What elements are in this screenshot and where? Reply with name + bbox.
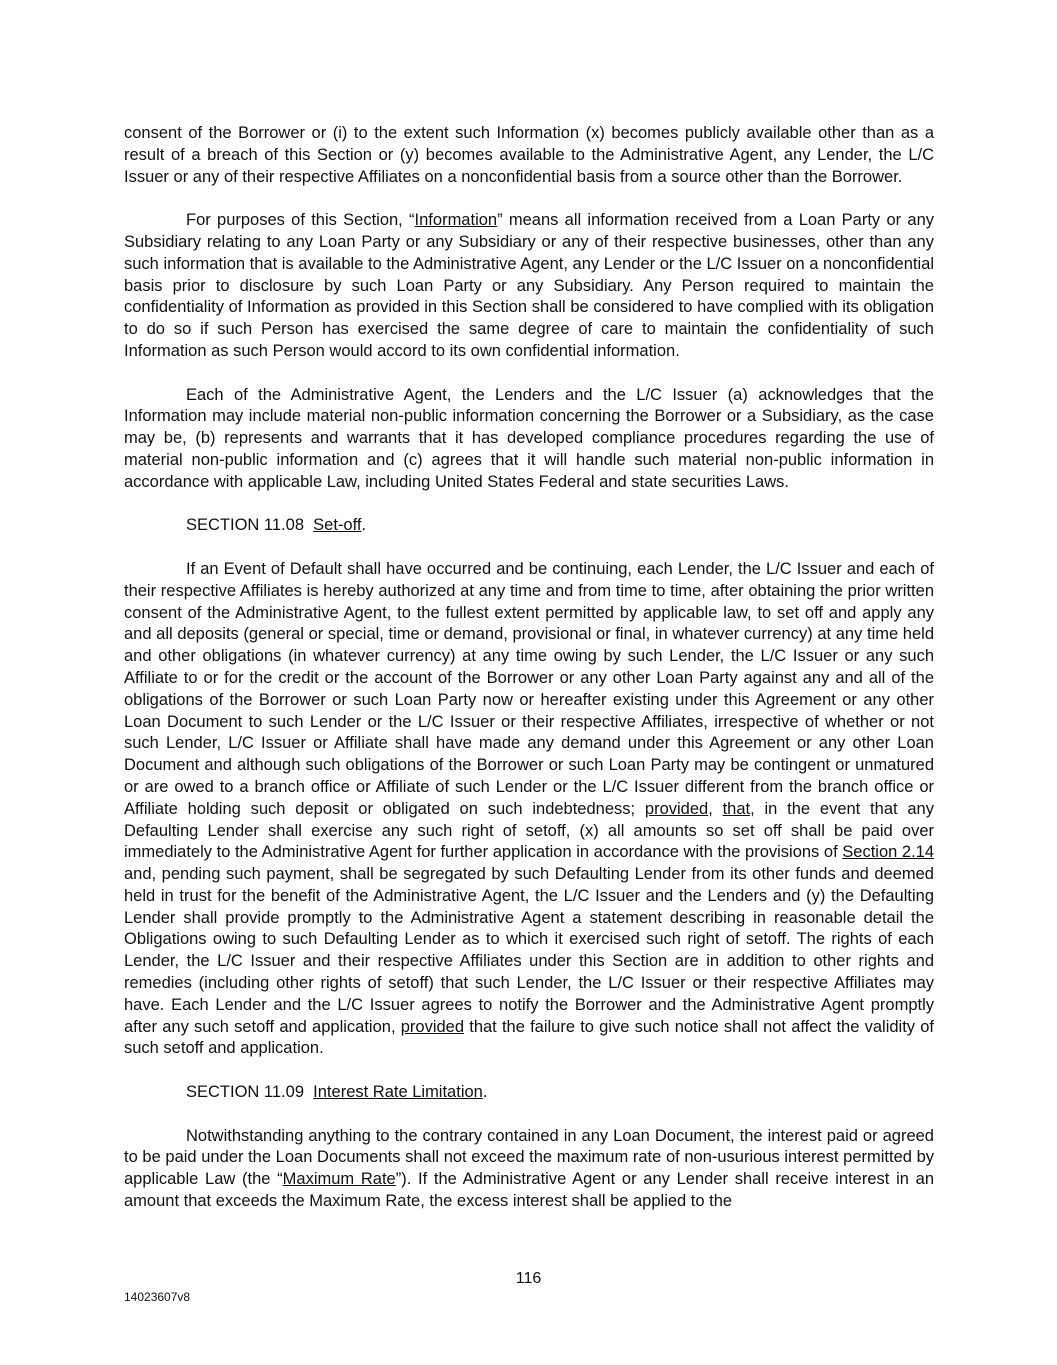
section-11-08-heading: [124, 515, 934, 537]
section-number: SECTION 11.08: [186, 516, 304, 535]
section-title-interest-rate-limitation: Interest Rate Limitation: [313, 1083, 483, 1102]
text-segment: and, pending such payment, shall be segregated by such Defaulting Lender from its other funds and deemed held in trust for the benefit of the Administrative Agent, the L/C Issuer and the Lenders and (y) the Defaulting Lender shall provide promptly to the Administrative Agent a statement describing in reasonable detail the Obligations owing to such Defaulting Lender as to which it exercised such right of setoff. The rights of each Lender, the L/C Issuer and their respective Affiliates under this Section are in addition to other rights and remedies (including other rights of setoff) that such Lender, the L/C Issuer or their respective Affiliates may have. Each Lender and the L/C Issuer agrees to notify the Borrower and the Administrative Agent promptly after any such setoff and application,: [124, 865, 934, 1036]
term-that: that: [722, 799, 751, 818]
section-2-14-reference: Section 2.14: [842, 843, 935, 862]
paragraph-confidentiality-exceptions: consent of the Borrower or (i) to the extent such Information (x) becomes publicly available other than as a result of a breach of this Section or (y) becomes available to the Administrative Agent, any Lender, the L/C Issuer or any of their respective Affiliates on a nonconfidential basis from a source other than the Borrower.: [124, 124, 934, 186]
page-number: 116: [515, 1270, 542, 1287]
paragraph-information-definition: [124, 210, 934, 363]
term-provided: provided: [644, 799, 709, 818]
section-number: SECTION 11.09: [186, 1083, 304, 1102]
text-segment: Notwithstanding anything to the contrary contained in any Loan Document, the interest paid or agreed to be paid under the Loan Documents shall not exceed the maximum rate of non-usurious interest permitted by applicable Law (the “: [124, 1126, 934, 1189]
section-11-09-heading: [124, 1082, 934, 1104]
section-title-set-off: Set-off: [313, 516, 362, 535]
defined-term-maximum-rate: Maximum Rate: [282, 1170, 396, 1189]
text-segment: , in the event that any Defaulting Lender shall exercise any such right of setoff, (x) all amounts so set off shall be paid over immediately to the Administrative Agent for further application in accordance with the provisions of: [124, 799, 934, 862]
section-title-period: .: [361, 516, 367, 535]
defined-term-information: Information: [414, 211, 498, 230]
document-id: 14023607v8: [124, 1290, 191, 1304]
text-segment: If an Event of Default shall have occurred and be continuing, each Lender, the L/C Issuer and each of their respective Affiliates is hereby authorized at any time and from time to time, after obtaining the prior written consent of the Administrative Agent, to the fullest extent permitted by applicable law, to set off and apply any and all deposits (general or special, time or demand, provisional or final, in whatever currency) at any time held and other obligations (in whatever currency) at any time owing by such Lender, the L/C Issuer or any such Affiliate to or for the credit or the account of the Borrower or any other Loan Party against any and all of the obligations of the Borrower or such Loan Party now or hereafter existing under this Agreement or any other Loan Document to such Lender or the L/C Issuer or their respective Affiliates, irrespective of whether or not such Lender, L/C Issuer or Affiliate shall have made any demand under this Agreement or any other Loan Document and although such obligations of the Borrower or such Loan Party may be contingent or unmatured or are owed to a branch office or Affiliate of such Lender or the L/C Issuer different from the branch office or Affiliate holding such deposit or obligated on such indebtedness;: [124, 559, 934, 818]
text-segment: that the failure to give such notice shall not affect the validity of such setoff and application.: [124, 1017, 934, 1058]
section-title-period: .: [482, 1083, 488, 1102]
document-page: [124, 123, 934, 1235]
term-provided: provided: [400, 1017, 465, 1036]
text-segment: For purposes of this Section, “: [186, 211, 415, 230]
text-segment: ” means all information received from a Loan Party or any Subsidiary relating to any Loan Party or any Subsidiary or any of their respective businesses, other than any such information that is available to the Administrative Agent, any Lender or the L/C Issuer on a nonconfidential basis prior to disclosure by such Loan Party or any Subsidiary. Any Person required to maintain the confidentiality of Information as provided in this Section shall be considered to have complied with its obligation to do so if such Person has exercised the same degree of care to maintain the confidentiality of such Information as such Person would accord to its own confidential information.: [124, 211, 934, 360]
text-segment: ,: [708, 799, 723, 818]
paragraph-set-off: [124, 559, 934, 1060]
text-segment: ”). If the Administrative Agent or any Lender shall receive interest in an amount that exceeds the Maximum Rate, the excess interest shall be applied to the: [124, 1170, 934, 1211]
paragraph-acknowledgement: Each of the Administrative Agent, the Lenders and the L/C Issuer (a) acknowledges that the Information may include material non-public information concerning the Borrower or a Subsidiary, as the case may be, (b) represents and warrants that it has developed compliance procedures regarding the use of material non-public information and (c) agrees that it will handle such material non-public information in accordance with applicable Law, including United States Federal and state securities Laws.: [124, 385, 934, 491]
paragraph-interest-rate-limitation: [124, 1126, 934, 1213]
